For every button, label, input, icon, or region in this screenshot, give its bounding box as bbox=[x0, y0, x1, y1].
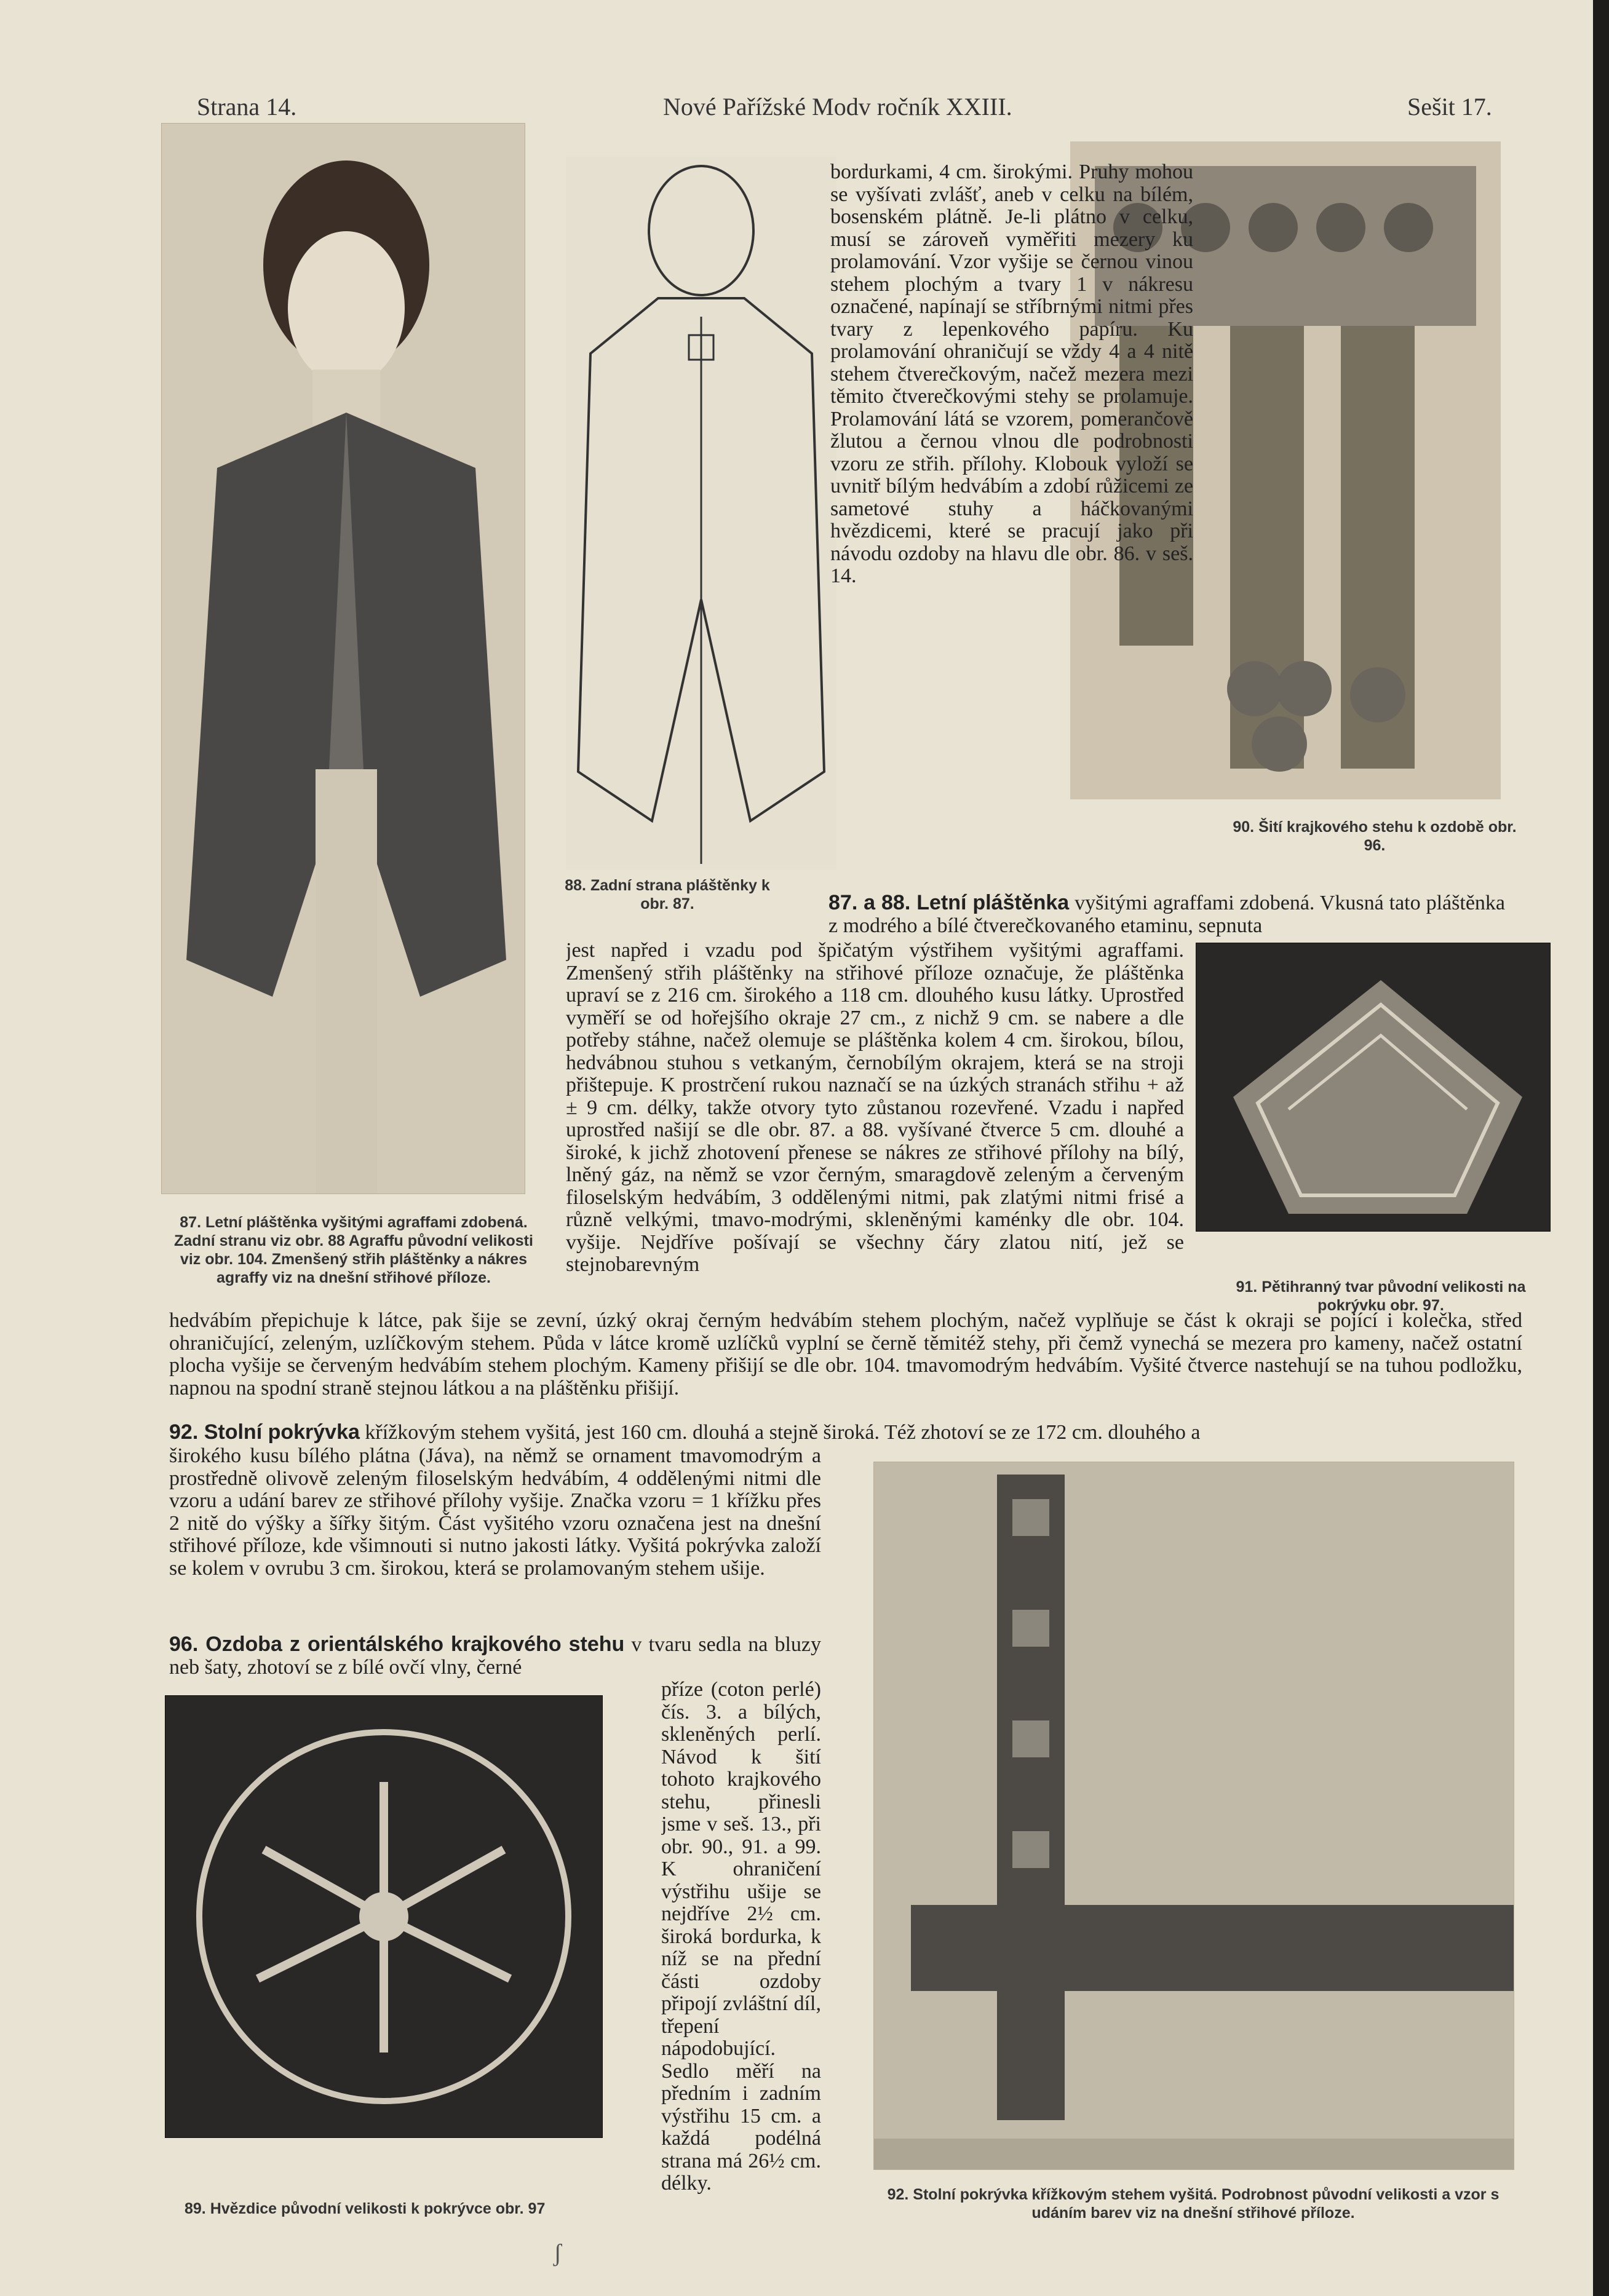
printer-mark: ʃ bbox=[554, 2239, 562, 2266]
illustration-88 bbox=[566, 157, 836, 870]
paragraph-continued: hedvábím přepichuje k látce, pak šije se zevní, úzký okraj černým hedvábím stehem plochým, načež vyplňuje se část k okraji se pojící i kolečka, střed ohraničující, zeleným, uzlíčkovým stehem. Půda v látce kromě uzlíčků vyplní se černě těmitéž stehy, při čemž vynechá se mezera pro kameny, načež ostatní plocha vyšije se červeným hedvábím stehem plochým. Kameny přišijí se dle obr. 104. tmavomodrým hedvábím. Vyšité čtverce nastehují se na tuhou podložku, napnou na spodní straně stejnou látkou a na pláštěnku přišijí. bbox=[169, 1310, 1522, 1399]
paragraph-narrow: bordurkami, 4 cm. širokými. Pruhy mohou se vyšívati zvlášť, aneb v celku na bílém, bosenském plátně. Je-li plátno v celku, musí se zároveň vyměřiti mezery ku prolamování. Vzor vyšije se černou vinou stehem plochým a tvary 1 v nákresu označené, napínají se stříbrnými nitmi přes tvary z lepenkového papíru. Ku prolamování ohraničují se vždy 4 a 4 nitě stehem čtverečkovým, načež mezera mezi těmito čtverečkovými stehy se prolamuje. Prolamování látá se vzorem, pomerančově žlutou a černou vlnou dle podrobnosti vzoru ze střih. přílohy. Klobouk vyloží se uvnitř bílým hedvábím a zdobí růžicemi ze sametové stuhy a háčkovanými hvězdicemi, které se pracují jako při návodu ozdoby na hlavu dle obr. 86. v seš. 14. bbox=[830, 161, 1193, 587]
illustration-87 bbox=[161, 123, 525, 1194]
pentagon-lace-image bbox=[1196, 943, 1550, 1231]
caption-92: 92. Stolní pokrývka křížkovým stehem vyšitá. Podrobnost původní velikosti a vzor s udáním barev viz na dnešní střihové příloze. bbox=[887, 2186, 1500, 2222]
paragraph-87-body: jest napřed i vzadu pod špičatým výstřihem vyšitými agraffami. Zmenšený střih pláštěnky na střihové příloze označuje, že pláštěnka upraví se z 216 cm. širokého a 118 cm. dlouhého kusu látky. Uprostřed vyměří se od hořejšího okraje 27 cm., z nichž 9 cm. se nabere a dle potřeby stáhne, načež olemuje se pláštěnka kolem 4 cm. širokou, bílou, hedvábnou stuhou s vetkaným, černobílým okrajem, která se na stroji přištepuje. K prostrčení rukou naznačí se na úzkých stranách střihu + až ± 9 cm. délky, takže otvory tyto zůstanou rozevřené. Vzadu i napřed uprostřed našijí se dle obr. 87. a 88. vyšívané čtverce 5 cm. dlouhé a široké, k jichž zhotovení přenese se nákres ze střihové přílohy na bílý, lněný gáz, na němž se vzor černým, smaragdově zeleným a červeným filoselským hedvábím, 3 oddělenými nitmi, pak zlatými nitmi frisé a různě velkými, tmavo-modrými, skleněnými kaménky dle obr. 104. vyšije. Nejdříve pošívají se všechny čáry zlatou nití, jež se stejnobarevným bbox=[566, 940, 1184, 1276]
caption-88: 88. Zadní strana pláštěnky k obr. 87. bbox=[565, 877, 770, 912]
text-96-column bbox=[661, 1679, 821, 2220]
paragraph-96-body: příze (coton perlé) čís. 3. a bílých, skleněných perlí. Návod k šití tohoto krajkového stehu, přinesli jsme v seš. 13., při obr. 90., 91. a 99. K ohraničení výstřihu ušije se nejdříve 2½ cm. široká bordurka, k níž se na přední části ozdoby připojí zvláštní díl, třepení nápodobující. Sedlo měří na předním i zadním výstřihu 15 cm. a každá podélná strana má 26½ cm. délky. bbox=[661, 1679, 821, 2195]
woman-cape-figure bbox=[162, 124, 525, 1194]
cape-back-drawing bbox=[566, 157, 836, 870]
text-middle-column bbox=[566, 940, 1184, 1312]
text-92-column bbox=[169, 1445, 821, 1633]
issue-number: Sešit 17. bbox=[1407, 93, 1492, 121]
heading-87: 87. a 88. Letní pláštěnka bbox=[828, 892, 1070, 914]
caption-87: 87. Letní pláštěnka vyšitými agraffami zdobená. Zadní stranu viz obr. 88 Agraffu původní velikosti viz obr. 104. Zmenšený střih pláštěnky a nákres agraffy viz na dnešní střihové příloze. bbox=[174, 1214, 533, 1286]
illustration-92 bbox=[873, 1462, 1514, 2170]
table-cover-image bbox=[874, 1462, 1514, 2169]
illustration-91 bbox=[1196, 943, 1551, 1232]
illustration-89 bbox=[165, 1695, 603, 2138]
star-doily-image bbox=[165, 1696, 602, 2137]
paragraph-92-line1: křížkovým stehem vyšitá, jest 160 cm. dlouhá a stejně široká. Též zhotoví se ze 172 cm. dlouhého a bbox=[359, 1421, 1201, 1444]
caption-91: 91. Pětihranný tvar původní velikosti na pokrývku obr. 97. bbox=[1236, 1278, 1526, 1314]
paragraph-96-line1: v tvaru sedla na bluzy neb šaty, zhotoví se z bílé ovčí vlny, černé bbox=[169, 1633, 821, 1679]
caption-90: 90. Šití krajkového stehu k ozdobě obr. 96. bbox=[1233, 818, 1517, 854]
caption-89: 89. Hvězdice původní velikosti k pokrývce obr. 97 bbox=[185, 2200, 546, 2217]
text-narrow-column bbox=[830, 161, 1193, 896]
journal-title: Nové Pařížské Modv ročník XXIII. bbox=[663, 93, 1012, 121]
page-number: Strana 14. bbox=[197, 93, 297, 121]
paragraph-92-head bbox=[169, 1421, 1522, 1446]
paragraph-87-line1: vyšitými agraffami zdobená. Vkusná tato pláštěnka z modrého a bílé čtverečkovaného etaminu, sepnuta bbox=[828, 892, 1505, 937]
paragraph-87-head bbox=[828, 892, 1505, 938]
heading-96: 96. Ozdoba z orientálského krajkového stehu bbox=[169, 1633, 625, 1656]
paragraph-96-head bbox=[169, 1633, 821, 1679]
paragraph-92-body: širokého kusu bílého plátna (Jáva), na němž se ornament tmavomodrým a prostředně olivově zeleným filoselským hedvábím, 4 oddělenými nitmi dle vzoru a udání barev ze střihové přílohy vyšije. Značka vzoru = 1 křížku přes 2 nitě do výšky a šířky šitým. Část vyšitého vzoru označena jest na dnešní střihové příloze, kde všimnouti si nutno jakosti látky. Vyšitá pokrývka založí se kolem v ovrubu 3 cm. širokou, která se prolamovaným stehem ušije. bbox=[169, 1445, 821, 1580]
page-edge bbox=[1593, 0, 1609, 2296]
text-full-width bbox=[169, 1310, 1522, 1420]
heading-92: 92. Stolní pokrývka bbox=[169, 1421, 360, 1444]
